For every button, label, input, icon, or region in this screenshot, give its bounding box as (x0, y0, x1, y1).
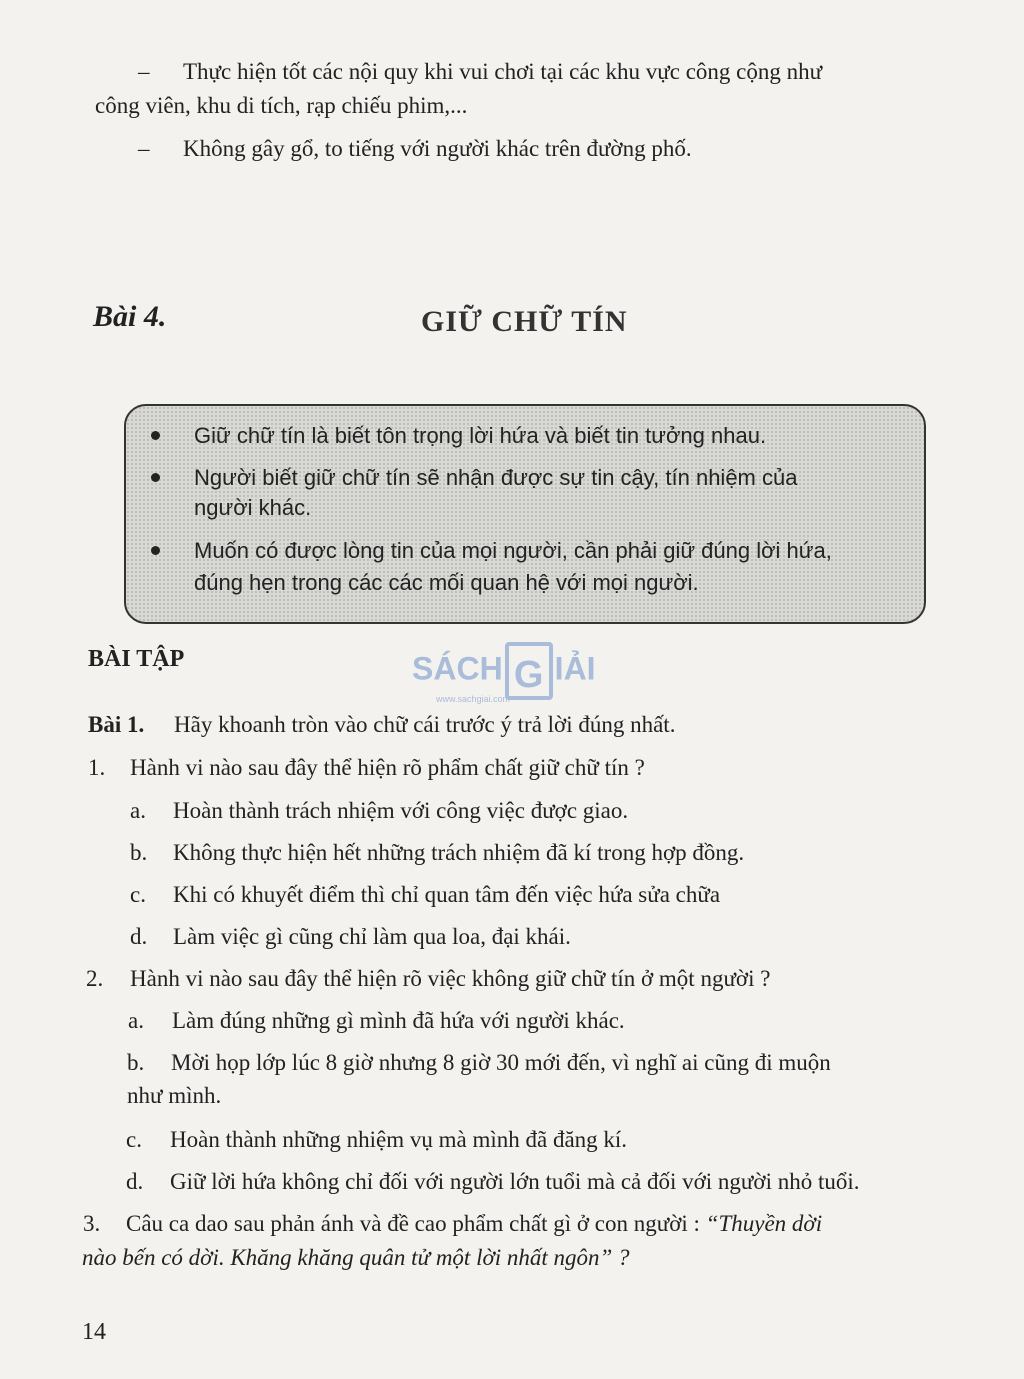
q2-option-letter: c. (126, 1127, 142, 1152)
q1-text: Hành vi nào sau đây thể hiện rõ phẩm chất giữ chữ tín ? (130, 755, 645, 780)
bai1-label: Bài 1. (88, 712, 145, 737)
q1-option-letter: b. (130, 840, 148, 865)
watermark-g-icon: G (505, 642, 553, 700)
summary-item-2-line-1: Người biết giữ chữ tín sẽ nhận được sự tin cậy, tín nhiệm của (194, 465, 798, 490)
bai1-instruction: Hãy khoanh tròn vào chữ cái trước ý trả lời đúng nhất. (174, 712, 676, 737)
intro-line-1-cont: công viên, khu di tích, rạp chiếu phim,... (95, 93, 468, 118)
q2-option-a: Làm đúng những gì mình đã hứa với người khác. (172, 1008, 625, 1033)
q3-number: 3. (83, 1211, 101, 1236)
q3-text (126, 1208, 822, 1240)
q1-option-d: Làm việc gì cũng chỉ làm qua loa, đại khái. (173, 924, 571, 949)
q2-text: Hành vi nào sau đây thể hiện rõ việc không giữ chữ tín ở một người ? (130, 966, 771, 991)
q1-option-letter: c. (130, 882, 146, 907)
q2-option-b: Mời họp lớp lúc 8 giờ nhưng 8 giờ 30 mới đến, vì nghĩ ai cũng đi muộn (171, 1050, 831, 1075)
q2-option-letter: d. (126, 1169, 144, 1194)
intro-dash-1: – (138, 59, 150, 84)
q1-number: 1. (88, 755, 106, 780)
summary-item-2-line-2: người khác. (194, 495, 312, 520)
q2-option-c: Hoàn thành những nhiệm vụ mà mình đã đăng kí. (170, 1127, 628, 1152)
q2-option-b-cont: như mình. (127, 1083, 222, 1108)
q2-option-letter: a. (128, 1008, 144, 1033)
bullet-icon (151, 473, 160, 482)
q1-option-b: Không thực hiện hết những trách nhiệm đã kí trong hợp đồng. (173, 840, 745, 865)
lesson-number: Bài 4. (93, 300, 167, 333)
bullet-icon (151, 546, 160, 555)
bullet-icon (151, 431, 160, 440)
q1-option-letter: a. (130, 798, 146, 823)
q2-number: 2. (86, 966, 104, 991)
q3-text-plain: Câu ca dao sau phản ánh và đề cao phẩm chất gì ở con người : (126, 1211, 700, 1236)
q1-option-a: Hoàn thành trách nhiệm với công việc được giao. (173, 798, 629, 823)
intro-line-2: Không gây gổ, to tiếng với người khác trên đường phố. (183, 136, 692, 161)
q1-option-c: Khi có khuyết điểm thì chỉ quan tâm đến việc hứa sửa chữa (173, 882, 721, 907)
summary-item-1-line-1: Giữ chữ tín là biết tôn trọng lời hứa và biết tin tưởng nhau. (194, 423, 767, 448)
q1-option-letter: d. (130, 924, 148, 949)
watermark-logo (412, 642, 596, 706)
watermark-url: www.sachgiai.com (436, 694, 511, 704)
intro-line-1: Thực hiện tốt các nội quy khi vui chơi tại các khu vực công cộng như (183, 59, 823, 84)
summary-item-3-line-1: Muốn có được lòng tin của mọi người, cần phải giữ đúng lời hứa, (194, 538, 832, 563)
watermark-right: IẢI (554, 650, 596, 687)
summary-item-3-line-2: đúng hẹn trong các các mối quan hệ với mọi người. (194, 570, 699, 595)
q3-quote-line-2: nào bến có dời. Khăng khăng quân tử một lời nhất ngôn” ? (82, 1245, 630, 1270)
intro-dash-2: – (138, 136, 150, 161)
q2-option-letter: b. (127, 1050, 145, 1075)
exercises-heading: BÀI TẬP (88, 646, 185, 672)
lesson-title: GIỮ CHỮ TÍN (421, 305, 628, 338)
q3-quote-start: “Thuyền dời (705, 1211, 823, 1236)
page-number: 14 (82, 1319, 106, 1345)
q2-option-d: Giữ lời hứa không chỉ đối với người lớn tuổi mà cả đối với người nhỏ tuổi. (170, 1169, 860, 1194)
watermark-left: SÁCH (412, 650, 503, 687)
